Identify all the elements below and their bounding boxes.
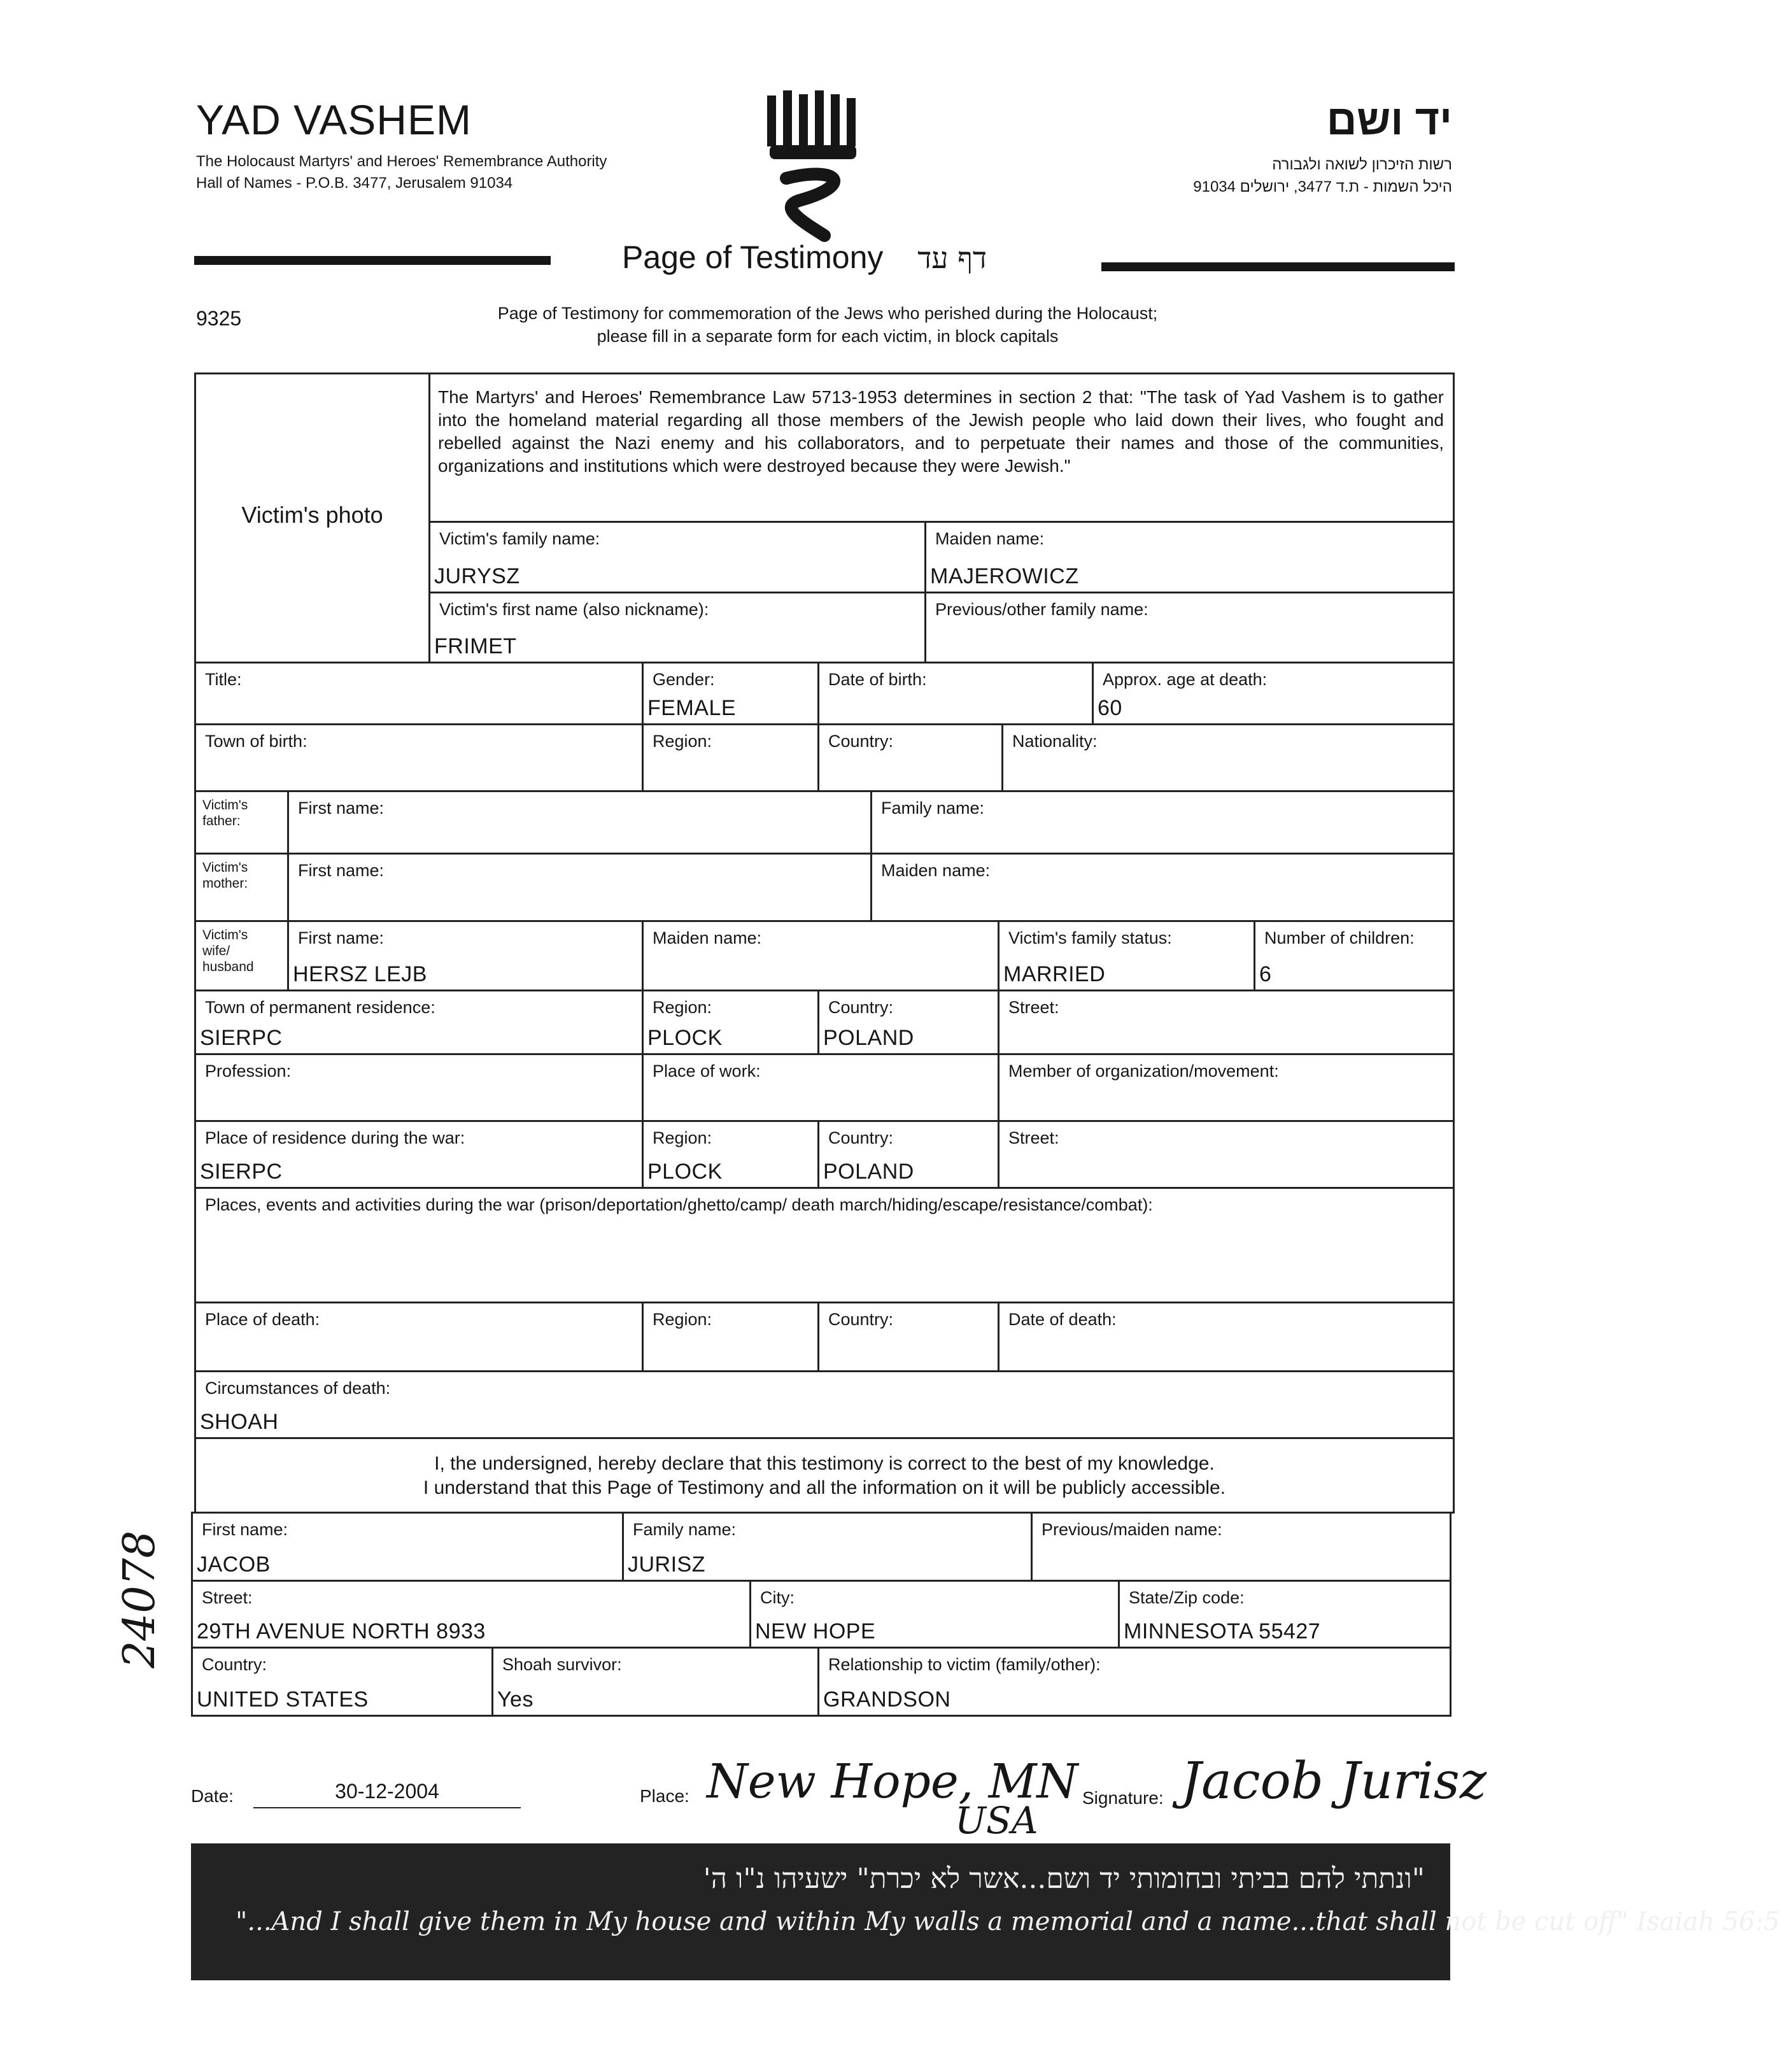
death-region-field[interactable] [642,1302,819,1372]
victim-maiden-name-value: MAJEROWICZ [930,564,1079,588]
mother-first-name-field[interactable] [287,853,872,922]
residence-street-label: Street: [1008,998,1059,1017]
victim-family-name-value: JURYSZ [434,564,520,588]
victim-maiden-name-label: Maiden name: [935,529,1045,548]
victim-first-name-label: Victim's first name (also nickname): [439,600,709,619]
org-address-he: היכל השמות - ת.ד 3477, ירושלים 91034 [1193,178,1452,195]
town-of-birth-label: Town of birth: [205,732,307,751]
war-events-label: Places, events and activities during the war (prison/deportation/ghetto/camp/ death march/hiding/escape/resistance/combat): [205,1195,1153,1214]
victim-age-label: Approx. age at death: [1103,670,1268,689]
spouse-side-label-box [194,920,289,991]
death-country-label: Country: [828,1310,894,1329]
law-text: The Martyrs' and Heroes' Remembrance Law 5713-1953 determines in section 2 that: "The task of Yad Vashem is to gather into the homeland material regarding all those members of the Jewish people who laid down their lives, who fought and rebelled against the Nazi enemy and his collaborators, and to perpetuate their names and those of the communities, organizations and institutions which were destroyed because they were Jewish." [438,387,1444,476]
intro-text [407,302,1248,348]
spouse-side-label: Victim's wife/ husband [202,928,254,974]
spouse-maiden-name-field[interactable] [642,920,999,991]
victim-title-field[interactable] [194,662,644,725]
number-of-children-label: Number of children: [1264,928,1415,947]
submitter-street-label: Street: [202,1588,253,1607]
father-family-name-label: Family name: [881,798,985,818]
victim-previous-name-field[interactable] [924,592,1455,663]
declaration-text [196,1452,1453,1500]
org-subtitle-en: The Holocaust Martyrs' and Heroes' Remembrance Authority [196,153,607,170]
profession-field[interactable] [194,1053,644,1122]
shoah-survivor-label: Shoah survivor: [502,1655,622,1674]
intro-line-2: please fill in a separate form for each victim, in block capitals [597,327,1059,346]
margin-handwritten-number: 24078 [115,1530,165,1668]
number-of-children-field[interactable] [1254,920,1455,991]
submitter-country-label: Country: [202,1655,267,1674]
victim-dob-label: Date of birth: [828,670,927,689]
relationship-label: Relationship to victim (family/other): [828,1655,1101,1674]
date-label: Date: [191,1786,234,1806]
date-value[interactable]: 30-12-2004 [335,1780,439,1803]
signature-label: Signature: [1082,1788,1164,1808]
place-of-death-field[interactable] [194,1302,644,1372]
submitter-family-name-value: JURISZ [628,1552,705,1577]
birth-region-label: Region: [653,732,712,751]
intro-line-1: Page of Testimony for commemoration of the Jews who perished during the Holocaust; [497,304,1158,323]
nationality-field[interactable] [1001,723,1455,792]
signature-handwritten[interactable]: Jacob Jurisz [1181,1751,1487,1810]
place-label: Place: [640,1786,689,1806]
banner-quote-en: "...And I shall give them in My house and within My walls a memorial and a name...that shall not be cut off" Isaiah 56:5 [236,1907,1780,1936]
victim-title-label: Title: [205,670,242,689]
submitter-street-field[interactable] [191,1580,751,1649]
victim-maiden-name-field[interactable] [924,521,1455,593]
nationality-label: Nationality: [1012,732,1098,751]
war-residence-field[interactable] [194,1120,644,1189]
mother-side-label: Victim's mother: [202,860,248,891]
father-first-name-label: First name: [298,798,385,818]
submitter-state-field[interactable] [1118,1580,1452,1649]
circumstances-of-death-value: SHOAH [200,1410,279,1434]
submitter-family-name-label: Family name: [633,1520,737,1539]
organization-label: Member of organization/movement: [1008,1061,1279,1081]
war-region-label: Region: [653,1128,712,1147]
submitter-family-name-field[interactable] [622,1512,1033,1582]
victim-age-field[interactable] [1092,662,1455,725]
permanent-residence-label: Town of permanent residence: [205,998,435,1017]
place-of-death-label: Place of death: [205,1310,320,1329]
shoah-survivor-field[interactable] [491,1647,819,1717]
war-country-field[interactable] [817,1120,999,1189]
submitter-country-value: UNITED STATES [197,1687,369,1712]
submitter-city-value: NEW HOPE [755,1619,876,1643]
family-status-label: Victim's family status: [1008,928,1172,947]
father-side-label: Victim's father: [202,798,248,828]
date-underline [253,1807,521,1808]
father-family-name-field[interactable] [870,790,1455,855]
org-address-en: Hall of Names - P.O.B. 3477, Jerusalem 91034 [196,174,513,192]
victim-photo-box [194,373,430,663]
father-first-name-field[interactable] [287,790,872,855]
spouse-first-name-value: HERSZ LEJB [293,962,427,986]
page-title-he: דף עד [917,241,987,275]
birth-region-field[interactable] [642,723,819,792]
number-of-children-value: 6 [1259,962,1272,986]
mother-side-label-box [194,853,289,922]
death-country-field[interactable] [817,1302,999,1372]
mother-maiden-name-label: Maiden name: [881,861,991,880]
submitter-first-name-field[interactable] [191,1512,624,1582]
residence-country-label: Country: [828,998,894,1017]
war-country-value: POLAND [823,1160,914,1184]
war-residence-label: Place of residence during the war: [205,1128,465,1147]
war-events-field[interactable] [194,1187,1455,1303]
circumstances-of-death-label: Circumstances of death: [205,1379,391,1398]
law-text-box [428,373,1455,523]
relationship-field[interactable] [817,1647,1452,1717]
submitter-country-field[interactable] [191,1647,493,1717]
war-region-field[interactable] [642,1120,819,1189]
date-of-death-field[interactable] [998,1302,1455,1372]
victim-dob-field[interactable] [817,662,1094,725]
organization-field[interactable] [998,1053,1455,1122]
submitter-first-name-value: JACOB [197,1552,271,1577]
declaration-box [194,1437,1455,1514]
family-status-value: MARRIED [1003,962,1106,986]
submitter-city-label: City: [760,1588,795,1607]
relationship-value: GRANDSON [823,1687,951,1712]
submitter-state-value: MINNESOTA 55427 [1124,1619,1321,1643]
submitter-state-label: State/Zip code: [1129,1588,1245,1607]
war-street-label: Street: [1008,1128,1059,1147]
victim-age-value: 60 [1098,696,1122,720]
residence-country-value: POLAND [823,1026,914,1050]
victim-family-name-label: Victim's family name: [439,529,600,548]
war-country-label: Country: [828,1128,894,1147]
town-of-birth-field[interactable] [194,723,644,792]
residence-region-field[interactable] [642,990,819,1055]
spouse-maiden-name-label: Maiden name: [653,928,762,947]
war-street-field[interactable] [998,1120,1455,1189]
mother-first-name-label: First name: [298,861,385,880]
page-title [0,239,1609,276]
residence-region-label: Region: [653,998,712,1017]
victim-gender-value: FEMALE [647,696,737,720]
residence-region-value: PLOCK [647,1026,723,1050]
victim-gender-label: Gender: [653,670,715,689]
submitter-first-name-label: First name: [202,1520,288,1539]
banner-quote-he: "ונתתי להם בביתי ובחומותי יד ושם...אשר לא יכרת" ישעיהו נ"ו ה' [703,1863,1425,1895]
declaration-line-2: I understand that this Page of Testimony and all the information on it will be publicly accessible. [423,1477,1226,1498]
place-handwritten-line-1[interactable]: New Hope, MN [707,1754,1078,1809]
war-residence-value: SIERPC [200,1160,283,1184]
spouse-first-name-label: First name: [298,928,385,947]
mother-maiden-name-field[interactable] [870,853,1455,922]
residence-country-field[interactable] [817,990,999,1055]
menorah-logo-icon [761,89,866,242]
submitter-city-field[interactable] [749,1580,1120,1649]
org-name-en: YAD VASHEM [196,96,472,143]
victim-first-name-value: FRIMET [434,634,517,658]
death-region-label: Region: [653,1310,712,1329]
isaiah-quote-banner [191,1843,1780,1980]
spouse-first-name-field[interactable] [287,920,644,991]
war-region-value: PLOCK [647,1160,723,1184]
shoah-survivor-value: Yes [497,1687,533,1712]
submitter-previous-name-field[interactable] [1031,1512,1452,1582]
victim-photo-label: Victim's photo [241,502,383,528]
submitter-street-value: 29TH AVENUE NORTH 8933 [197,1619,486,1643]
residence-street-field[interactable] [998,990,1455,1055]
victim-family-name-field[interactable] [428,521,926,593]
page-title-en: Page of Testimony [621,239,884,275]
circumstances-of-death-field[interactable] [194,1370,1455,1439]
document-number: 9325 [196,307,242,330]
org-subtitle-he: רשות הזיכרון לשואה ולגבורה [1272,156,1452,173]
date-of-death-label: Date of death: [1008,1310,1117,1329]
victim-gender-field[interactable] [642,662,819,725]
place-of-work-field[interactable] [642,1053,999,1122]
victim-previous-name-label: Previous/other family name: [935,600,1148,619]
place-of-work-label: Place of work: [653,1061,761,1081]
birth-country-field[interactable] [817,723,1003,792]
birth-country-label: Country: [828,732,894,751]
profession-label: Profession: [205,1061,292,1081]
submitter-previous-name-label: Previous/maiden name: [1042,1520,1222,1539]
family-status-field[interactable] [998,920,1255,991]
org-name-he: יד ושם [1326,96,1452,143]
father-side-label-box [194,790,289,855]
place-handwritten-line-2[interactable]: USA [955,1799,1038,1842]
permanent-residence-field[interactable] [194,990,644,1055]
permanent-residence-value: SIERPC [200,1026,283,1050]
declaration-line-1: I, the undersigned, hereby declare that this testimony is correct to the best of my knowledge. [434,1453,1215,1474]
victim-first-name-field[interactable] [428,592,926,663]
